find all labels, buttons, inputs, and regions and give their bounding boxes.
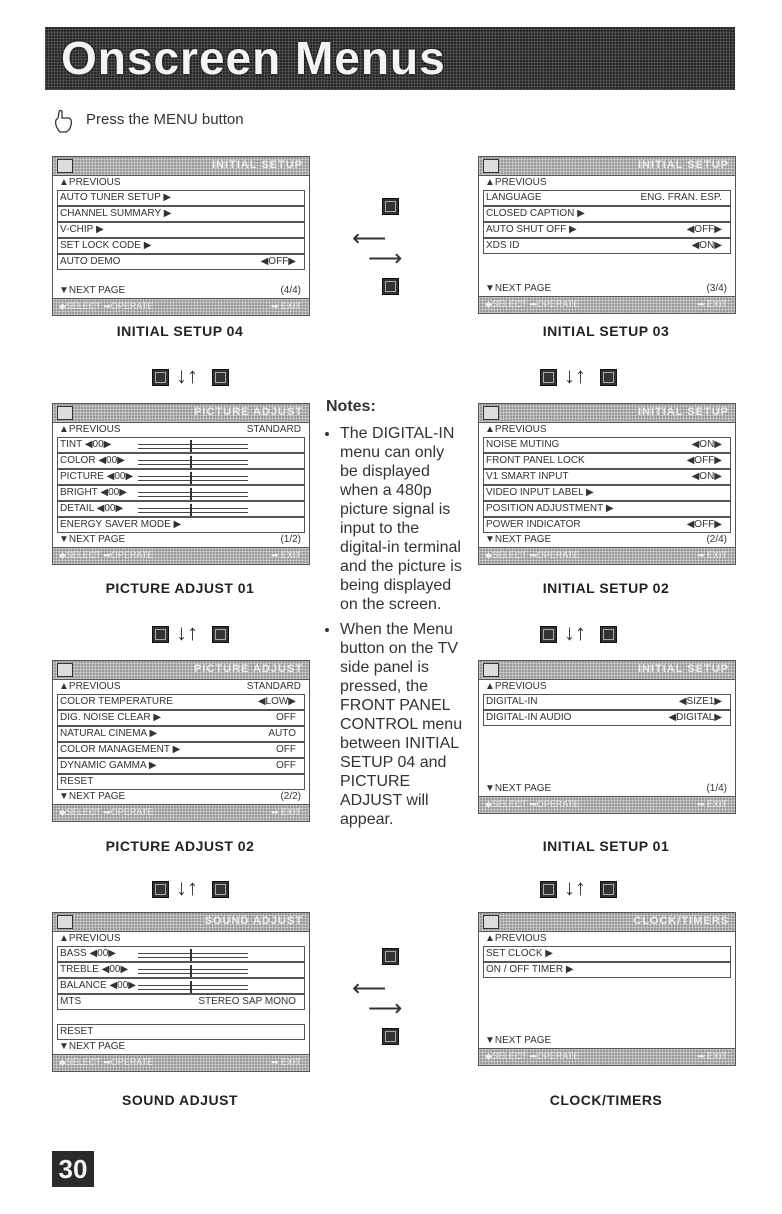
slider-knob bbox=[190, 981, 192, 993]
menu-title: PICTURE ADJUST bbox=[194, 406, 303, 418]
menu-row-label: POWER INDICATOR bbox=[486, 519, 581, 530]
menu-row bbox=[57, 694, 305, 710]
menu-row bbox=[57, 774, 305, 790]
menu-row-label: ▲PREVIOUS bbox=[59, 933, 121, 944]
menu-row bbox=[483, 190, 731, 206]
menu-row bbox=[57, 946, 305, 962]
menu-row bbox=[57, 254, 305, 270]
up-down-arrows-icon: ↓↑ bbox=[564, 620, 586, 645]
menu-header bbox=[53, 913, 309, 932]
menu-row-label: ▲PREVIOUS bbox=[59, 424, 121, 435]
menu-header bbox=[479, 404, 735, 423]
page-banner bbox=[45, 27, 735, 90]
menu-row bbox=[479, 768, 735, 782]
up-button-icon bbox=[600, 881, 617, 898]
menu-row-value: OFF bbox=[276, 760, 296, 771]
menu-row bbox=[479, 992, 735, 1006]
menu-row bbox=[57, 742, 305, 758]
footer-exit-hint: ➡ EXIT bbox=[696, 1051, 727, 1061]
menu-row-label: MTS bbox=[60, 996, 82, 1007]
menu-row bbox=[479, 254, 735, 268]
level-slider bbox=[138, 476, 248, 481]
screen-caption: INITIAL SETUP 04 bbox=[116, 323, 244, 339]
footer-select-hint: ◆SELECT ➡OPERATE bbox=[59, 807, 154, 817]
menu-row-label: TREBLE ◀00▶ bbox=[60, 964, 129, 975]
menu-row-label: VIDEO INPUT LABEL ▶ bbox=[486, 487, 594, 498]
menu-row bbox=[57, 517, 305, 533]
menu-row bbox=[57, 222, 305, 238]
menu-row bbox=[479, 932, 735, 946]
menu-row-label: LANGUAGE bbox=[486, 192, 542, 203]
menu-row bbox=[53, 932, 309, 946]
menu-row-label: ▲PREVIOUS bbox=[485, 933, 547, 944]
menu-row-label: NOISE MUTING bbox=[486, 439, 560, 450]
slider-knob bbox=[190, 504, 192, 516]
menu-screen-pa01 bbox=[52, 403, 310, 565]
menu-row-value: OFF bbox=[276, 744, 296, 755]
menu-row-label: ON / OFF TIMER ▶ bbox=[486, 964, 574, 975]
menu-header bbox=[53, 157, 309, 176]
menu-row-label: AUTO TUNER SETUP ▶ bbox=[60, 192, 172, 203]
down-button-icon bbox=[152, 626, 169, 643]
menu-row-label: ▼NEXT PAGE bbox=[59, 791, 126, 802]
slider-knob bbox=[190, 949, 192, 961]
menu-row bbox=[53, 270, 309, 284]
menu-header bbox=[53, 661, 309, 680]
menu-icon bbox=[57, 159, 73, 173]
menu-header bbox=[479, 157, 735, 176]
note-item: • The DIGITAL-IN menu can only be displayed when a 480p picture signal is input to the digital-in terminal and the picture is being displayed on the screen. bbox=[340, 424, 466, 614]
menu-title: INITIAL SETUP bbox=[211, 159, 303, 171]
footer-exit-hint: ➡ EXIT bbox=[270, 550, 301, 560]
menu-row-label: DIGITAL-IN AUDIO bbox=[486, 712, 572, 723]
down-button-icon bbox=[152, 881, 169, 898]
footer-select-hint: ◆SELECT ➡OPERATE bbox=[485, 1051, 580, 1061]
menu-icon bbox=[483, 159, 499, 173]
page-number: 30 bbox=[52, 1151, 94, 1187]
menu-row-value: STANDARD bbox=[246, 681, 301, 692]
menu-row bbox=[483, 453, 731, 469]
menu-row-value: ◀ON▶ bbox=[691, 240, 722, 251]
up-button-icon bbox=[212, 626, 229, 643]
menu-header bbox=[53, 404, 309, 423]
footer-select-hint: ◆SELECT ➡OPERATE bbox=[59, 550, 154, 560]
menu-row-value: (3/4) bbox=[706, 283, 727, 294]
menu-row bbox=[483, 501, 731, 517]
menu-title: PICTURE ADJUST bbox=[194, 663, 303, 675]
menu-icon bbox=[483, 663, 499, 677]
menu-row bbox=[479, 978, 735, 992]
menu-row-label: ▼NEXT PAGE bbox=[485, 783, 552, 794]
menu-row-label: ▼NEXT PAGE bbox=[485, 1035, 552, 1046]
menu-row-label: COLOR TEMPERATURE bbox=[60, 696, 173, 707]
screen-caption: PICTURE ADJUST 02 bbox=[105, 838, 255, 854]
menu-row bbox=[53, 423, 309, 437]
footer-exit-hint: ➡ EXIT bbox=[696, 550, 727, 560]
level-slider bbox=[138, 953, 248, 958]
menu-row bbox=[479, 533, 735, 547]
menu-footer bbox=[53, 298, 309, 315]
menu-row bbox=[479, 282, 735, 296]
footer-exit-hint: ➡ EXIT bbox=[270, 301, 301, 311]
menu-icon bbox=[483, 915, 499, 929]
menu-row-label: AUTO DEMO bbox=[60, 256, 121, 267]
menu-row bbox=[483, 517, 731, 533]
menu-row bbox=[53, 1010, 309, 1024]
menu-row bbox=[479, 268, 735, 282]
menu-row-value: ◀ON▶ bbox=[691, 471, 722, 482]
down-button-icon bbox=[540, 626, 557, 643]
menu-screen-is01 bbox=[478, 660, 736, 814]
footer-select-hint: ◆SELECT ➡OPERATE bbox=[485, 299, 580, 309]
level-slider bbox=[138, 492, 248, 497]
menu-row bbox=[53, 1040, 309, 1054]
menu-row-label: ▲PREVIOUS bbox=[59, 177, 121, 188]
up-down-arrows-icon: ↓↑ bbox=[176, 363, 198, 388]
menu-row-label: ▼NEXT PAGE bbox=[485, 283, 552, 294]
menu-header bbox=[479, 661, 735, 680]
menu-row bbox=[479, 782, 735, 796]
menu-row-label: NATURAL CINEMA ▶ bbox=[60, 728, 158, 739]
menu-title: INITIAL SETUP bbox=[637, 406, 729, 418]
menu-screen-sa bbox=[52, 912, 310, 1072]
menu-row-label: ENERGY SAVER MODE ▶ bbox=[60, 519, 182, 530]
menu-row-label: CHANNEL SUMMARY ▶ bbox=[60, 208, 172, 219]
menu-row bbox=[483, 694, 731, 710]
menu-row-value: ◀OFF▶ bbox=[686, 455, 722, 466]
footer-select-hint: ◆SELECT ➡OPERATE bbox=[59, 301, 154, 311]
footer-select-hint: ◆SELECT ➡OPERATE bbox=[485, 799, 580, 809]
menu-row bbox=[483, 437, 731, 453]
instruction-text: Press the MENU button bbox=[86, 111, 244, 128]
menu-row bbox=[479, 1020, 735, 1034]
screen-caption: SOUND ADJUST bbox=[122, 1092, 238, 1108]
menu-row bbox=[57, 485, 305, 501]
menu-row bbox=[483, 946, 731, 962]
menu-row bbox=[57, 962, 305, 978]
menu-row bbox=[57, 190, 305, 206]
menu-row bbox=[53, 533, 309, 547]
screen-caption: CLOCK/TIMERS bbox=[549, 1092, 663, 1108]
up-button-icon bbox=[212, 881, 229, 898]
footer-exit-hint: ➡ EXIT bbox=[696, 799, 727, 809]
menu-row-value: ◀LOW▶ bbox=[257, 696, 296, 707]
footer-select-hint: ◆SELECT ➡OPERATE bbox=[59, 1057, 154, 1067]
menu-icon bbox=[483, 406, 499, 420]
slider-knob bbox=[190, 472, 192, 484]
up-down-arrows-icon: ↓↑ bbox=[564, 875, 586, 900]
level-slider bbox=[138, 460, 248, 465]
menu-row-label: COLOR MANAGEMENT ▶ bbox=[60, 744, 181, 755]
menu-row-value: ◀OFF▶ bbox=[260, 256, 296, 267]
menu-row-value: OFF bbox=[276, 712, 296, 723]
up-down-arrows-icon: ↓↑ bbox=[564, 363, 586, 388]
menu-row-label: COLOR ◀00▶ bbox=[60, 455, 125, 466]
down-button-icon bbox=[152, 369, 169, 386]
menu-row bbox=[483, 238, 731, 254]
menu-row bbox=[57, 1024, 305, 1040]
menu-row bbox=[57, 437, 305, 453]
menu-footer bbox=[479, 296, 735, 313]
menu-screen-ct bbox=[478, 912, 736, 1066]
menu-row-value: AUTO bbox=[268, 728, 296, 739]
menu-row bbox=[479, 740, 735, 754]
menu-row bbox=[53, 284, 309, 298]
slider-knob bbox=[190, 488, 192, 500]
menu-row-label: ▲PREVIOUS bbox=[485, 424, 547, 435]
menu-screen-is04 bbox=[52, 156, 310, 316]
slider-knob bbox=[190, 456, 192, 468]
menu-row-value: (2/4) bbox=[706, 534, 727, 545]
menu-screen-is02 bbox=[478, 403, 736, 565]
notes-section bbox=[326, 397, 466, 835]
screen-caption: INITIAL SETUP 01 bbox=[542, 838, 670, 854]
menu-row-label: RESET bbox=[60, 1026, 94, 1037]
screen-caption: INITIAL SETUP 02 bbox=[542, 580, 670, 596]
menu-row-value: ◀ON▶ bbox=[691, 439, 722, 450]
left-arrow-icon: ⟵ bbox=[352, 225, 387, 252]
menu-row bbox=[479, 1006, 735, 1020]
menu-icon bbox=[57, 406, 73, 420]
menu-row-label: TINT ◀00▶ bbox=[60, 439, 112, 450]
menu-icon bbox=[57, 915, 73, 929]
right-arrow-icon: ⟶ bbox=[368, 995, 403, 1022]
menu-row-label: DETAIL ◀00▶ bbox=[60, 503, 124, 514]
menu-row bbox=[479, 754, 735, 768]
up-button-icon bbox=[212, 369, 229, 386]
menu-row-label: PICTURE ◀00▶ bbox=[60, 471, 134, 482]
menu-row-label: ▼NEXT PAGE bbox=[59, 534, 126, 545]
menu-row-label: BRIGHT ◀00▶ bbox=[60, 487, 127, 498]
menu-footer bbox=[53, 1054, 309, 1071]
menu-header bbox=[479, 913, 735, 932]
menu-row bbox=[483, 206, 731, 222]
nav-button-icon bbox=[382, 198, 399, 215]
screen-caption: PICTURE ADJUST 01 bbox=[105, 580, 255, 596]
menu-footer bbox=[479, 547, 735, 564]
up-button-icon bbox=[600, 369, 617, 386]
right-arrow-icon: ⟶ bbox=[368, 245, 403, 272]
nav-button-icon bbox=[382, 1028, 399, 1045]
menu-row-label: CLOSED CAPTION ▶ bbox=[486, 208, 585, 219]
menu-row bbox=[57, 469, 305, 485]
menu-row-value: STANDARD bbox=[246, 424, 301, 435]
menu-row-label: ▼NEXT PAGE bbox=[59, 1041, 126, 1052]
down-button-icon bbox=[540, 881, 557, 898]
menu-row-label: SET LOCK CODE ▶ bbox=[60, 240, 152, 251]
menu-row bbox=[57, 206, 305, 222]
menu-row-value: ◀OFF▶ bbox=[686, 224, 722, 235]
menu-row-label: DIGITAL-IN bbox=[486, 696, 538, 707]
menu-row-label: DIG. NOISE CLEAR ▶ bbox=[60, 712, 162, 723]
slider-knob bbox=[190, 440, 192, 452]
page-title: Onscreen Menus bbox=[61, 32, 446, 84]
footer-exit-hint: ➡ EXIT bbox=[270, 807, 301, 817]
footer-select-hint: ◆SELECT ➡OPERATE bbox=[485, 550, 580, 560]
level-slider bbox=[138, 969, 248, 974]
menu-row-label: V1 SMART INPUT bbox=[486, 471, 569, 482]
menu-row bbox=[57, 726, 305, 742]
menu-row bbox=[479, 176, 735, 190]
menu-row-value: ◀OFF▶ bbox=[686, 519, 722, 530]
left-arrow-icon: ⟵ bbox=[352, 975, 387, 1002]
menu-row-label: SET CLOCK ▶ bbox=[486, 948, 553, 959]
menu-row-label: XDS ID bbox=[486, 240, 520, 251]
menu-row-value: ◀DIGITAL▶ bbox=[668, 712, 722, 723]
up-button-icon bbox=[600, 626, 617, 643]
menu-row-label: BASS ◀00▶ bbox=[60, 948, 116, 959]
down-button-icon bbox=[540, 369, 557, 386]
menu-row-label: POSITION ADJUSTMENT ▶ bbox=[486, 503, 614, 514]
menu-title: SOUND ADJUST bbox=[204, 915, 303, 927]
menu-row bbox=[483, 710, 731, 726]
screen-caption: INITIAL SETUP 03 bbox=[542, 323, 670, 339]
hand-press-icon bbox=[52, 108, 76, 134]
menu-footer bbox=[479, 796, 735, 813]
up-down-arrows-icon: ↓↑ bbox=[176, 875, 198, 900]
menu-row bbox=[483, 469, 731, 485]
menu-row-label: RESET bbox=[60, 776, 94, 787]
menu-row bbox=[57, 453, 305, 469]
menu-title: INITIAL SETUP bbox=[637, 159, 729, 171]
menu-row-value: (2/2) bbox=[280, 791, 301, 802]
nav-button-icon bbox=[382, 278, 399, 295]
menu-row bbox=[57, 238, 305, 254]
menu-row-label: ▲PREVIOUS bbox=[59, 681, 121, 692]
menu-row-label: FRONT PANEL LOCK bbox=[486, 455, 585, 466]
level-slider bbox=[138, 444, 248, 449]
menu-row bbox=[57, 758, 305, 774]
menu-row bbox=[53, 176, 309, 190]
footer-exit-hint: ➡ EXIT bbox=[696, 299, 727, 309]
menu-row bbox=[483, 222, 731, 238]
menu-row bbox=[57, 994, 305, 1010]
menu-footer bbox=[53, 804, 309, 821]
menu-row-value: ◀SIZE1▶ bbox=[678, 696, 722, 707]
menu-row bbox=[57, 978, 305, 994]
level-slider bbox=[138, 985, 248, 990]
menu-row bbox=[483, 485, 731, 501]
menu-title: INITIAL SETUP bbox=[637, 663, 729, 675]
menu-row-label: ▲PREVIOUS bbox=[485, 681, 547, 692]
menu-row-label: V-CHIP ▶ bbox=[60, 224, 104, 235]
menu-row-label: AUTO SHUT OFF ▶ bbox=[486, 224, 577, 235]
menu-row bbox=[479, 726, 735, 740]
menu-footer bbox=[479, 1048, 735, 1065]
menu-row bbox=[53, 680, 309, 694]
level-slider bbox=[138, 508, 248, 513]
footer-exit-hint: ➡ EXIT bbox=[270, 1057, 301, 1067]
menu-title: CLOCK/TIMERS bbox=[633, 915, 729, 927]
menu-row-value: (1/4) bbox=[706, 783, 727, 794]
menu-row bbox=[479, 1034, 735, 1048]
menu-row bbox=[57, 501, 305, 517]
slider-knob bbox=[190, 965, 192, 977]
note-item: • When the Menu button on the TV side panel is pressed, the FRONT PANEL CONTROL menu between INITIAL SETUP 04 and PICTURE ADJUST will appear. bbox=[340, 620, 466, 829]
menu-row-label: ▼NEXT PAGE bbox=[59, 285, 126, 296]
menu-row-value: (4/4) bbox=[280, 285, 301, 296]
menu-row-label: ▲PREVIOUS bbox=[485, 177, 547, 188]
nav-button-icon bbox=[382, 948, 399, 965]
menu-row-label: ▼NEXT PAGE bbox=[485, 534, 552, 545]
menu-footer bbox=[53, 547, 309, 564]
menu-row-value: STEREO SAP MONO bbox=[198, 996, 296, 1007]
menu-row-label: DYNAMIC GAMMA ▶ bbox=[60, 760, 157, 771]
menu-row bbox=[483, 962, 731, 978]
up-down-arrows-icon: ↓↑ bbox=[176, 620, 198, 645]
menu-icon bbox=[57, 663, 73, 677]
menu-row-label: BALANCE ◀00▶ bbox=[60, 980, 136, 991]
menu-row-value: ENG. FRAN. ESP. bbox=[640, 192, 722, 203]
menu-screen-is03 bbox=[478, 156, 736, 314]
notes-heading: Notes: bbox=[326, 398, 376, 415]
menu-row bbox=[53, 790, 309, 804]
menu-row bbox=[479, 680, 735, 694]
menu-row bbox=[479, 423, 735, 437]
menu-row-value: (1/2) bbox=[280, 534, 301, 545]
menu-row bbox=[57, 710, 305, 726]
menu-screen-pa02 bbox=[52, 660, 310, 822]
